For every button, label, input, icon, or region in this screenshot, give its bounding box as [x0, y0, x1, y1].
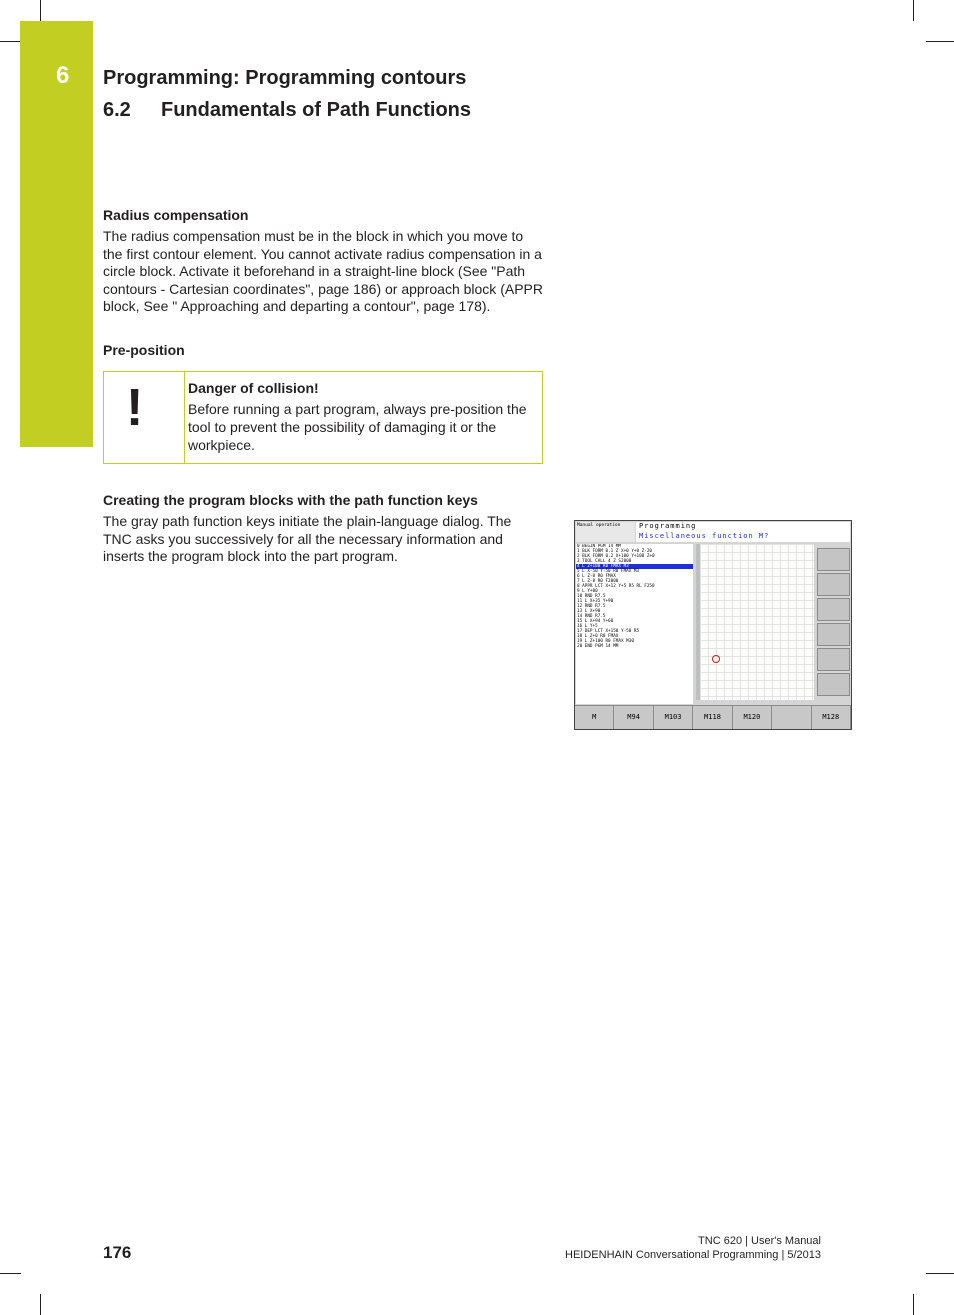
tool-position-icon — [712, 655, 720, 663]
screen-title: Programming — [639, 522, 697, 530]
program-line: 8 APPR LCT X+12 Y+5 R5 RL F250 — [577, 584, 655, 589]
program-line: 19 L Z+100 R0 FMAX M30 — [577, 639, 634, 644]
crop-mark — [913, 1294, 914, 1315]
crop-mark — [40, 0, 41, 21]
program-line: 18 L Z+0 R0 FMAX — [577, 634, 619, 639]
program-line: 1 BLK FORM 0.1 Z X+0 Y+0 Z-20 — [577, 549, 653, 554]
footer-manual: TNC 620 | User's Manual — [698, 1235, 821, 1247]
softkey — [772, 706, 811, 729]
side-softkey — [817, 548, 850, 571]
side-softkey — [817, 673, 850, 696]
program-line: 11 L X+35 Y+90 — [577, 599, 614, 604]
side-softkey — [817, 623, 850, 646]
chapter-title: Programming: Programming contours — [103, 67, 467, 89]
radius-text: The radius compensation must be in the block in which you move to the first contour element. You cannot activate radius compensation in a circle block. Activate it beforehand in a straight-line block (See "Path contours - Cartesian coordinates", page 186) or approach block (APPR block, See " Approaching and departing a contour", page 178). — [103, 228, 543, 315]
softkey: M118 — [693, 706, 732, 729]
crop-mark — [926, 1273, 954, 1274]
section-number: 6.2 — [103, 99, 131, 121]
program-line: 15 L X+94 Y+60 — [577, 619, 614, 624]
page-number: 176 — [103, 1243, 132, 1262]
softkey: M — [575, 706, 614, 729]
program-line: 5 L X-50 Y-50 R0 FMAX M3 — [577, 569, 640, 574]
program-line: 10 RND R7.5 — [577, 594, 606, 599]
program-line: 17 DEP LCT X+150 Y-50 R5 — [577, 629, 640, 634]
footer-publication: HEIDENHAIN Conversational Programming | 5/2013 — [565, 1249, 821, 1261]
screen-title-bar — [636, 522, 850, 542]
warning-title: Danger of collision! — [188, 380, 319, 396]
creating-heading: Creating the program blocks with the path function keys — [103, 492, 478, 508]
side-softkey — [817, 598, 850, 621]
crop-mark — [0, 41, 21, 42]
softkey: M128 — [812, 706, 851, 729]
program-line: 14 RND R7.5 — [577, 614, 606, 619]
side-softkey — [817, 648, 850, 671]
softkey: M94 — [614, 706, 653, 729]
graphics-window — [696, 544, 814, 700]
screen-mode: Manual operation — [576, 522, 635, 542]
program-line: 12 RND R7.5 — [577, 604, 606, 609]
section-title: Fundamentals of Path Functions — [161, 99, 472, 121]
radius-heading: Radius compensation — [103, 207, 249, 223]
warning-box — [103, 371, 543, 464]
preposition-heading: Pre-position — [103, 342, 185, 358]
chapter-number: 6 — [56, 62, 70, 89]
softkey: M103 — [654, 706, 693, 729]
warning-text: Before running a part program, always pre-position the tool to prevent the possibility of damaging it or the workpiece. — [188, 401, 527, 453]
screen-prompt: Miscellaneous function M? — [639, 532, 770, 540]
tnc-screenshot — [574, 520, 852, 730]
softkey-bar — [575, 705, 851, 729]
crop-mark — [913, 0, 914, 21]
program-line: 4 L Z+100 R0 FMAX M3 — [576, 564, 693, 569]
program-line: 0 BEGIN PGM 14 MM — [577, 544, 621, 549]
warning-icon-cell — [104, 372, 185, 463]
program-listing — [576, 544, 693, 704]
program-line: 6 L Z-8 R0 FMAX — [577, 574, 616, 579]
program-line: 7 L Z-8 R0 F2000 — [577, 579, 619, 584]
crop-mark — [0, 1273, 21, 1274]
program-line: 16 L Y+5 — [577, 624, 598, 629]
exclamation-icon: ! — [126, 379, 144, 437]
side-softkey — [817, 573, 850, 596]
crop-mark — [40, 1294, 41, 1315]
program-line: 2 BLK FORM 0.2 X+100 Y+100 Z+0 — [577, 554, 655, 559]
crop-mark — [926, 41, 954, 42]
softkey: M120 — [733, 706, 772, 729]
creating-text: The gray path function keys initiate the plain-language dialog. The TNC asks you successively for all the necessary information and inserts the program block into the part program. — [103, 513, 512, 565]
program-line: 3 TOOL CALL 4 Z S2000 — [577, 559, 632, 564]
program-line: 13 L X+90 — [577, 609, 601, 614]
program-line: 9 L Y+80 — [577, 589, 598, 594]
program-line: 20 END PGM 14 MM — [577, 644, 619, 649]
